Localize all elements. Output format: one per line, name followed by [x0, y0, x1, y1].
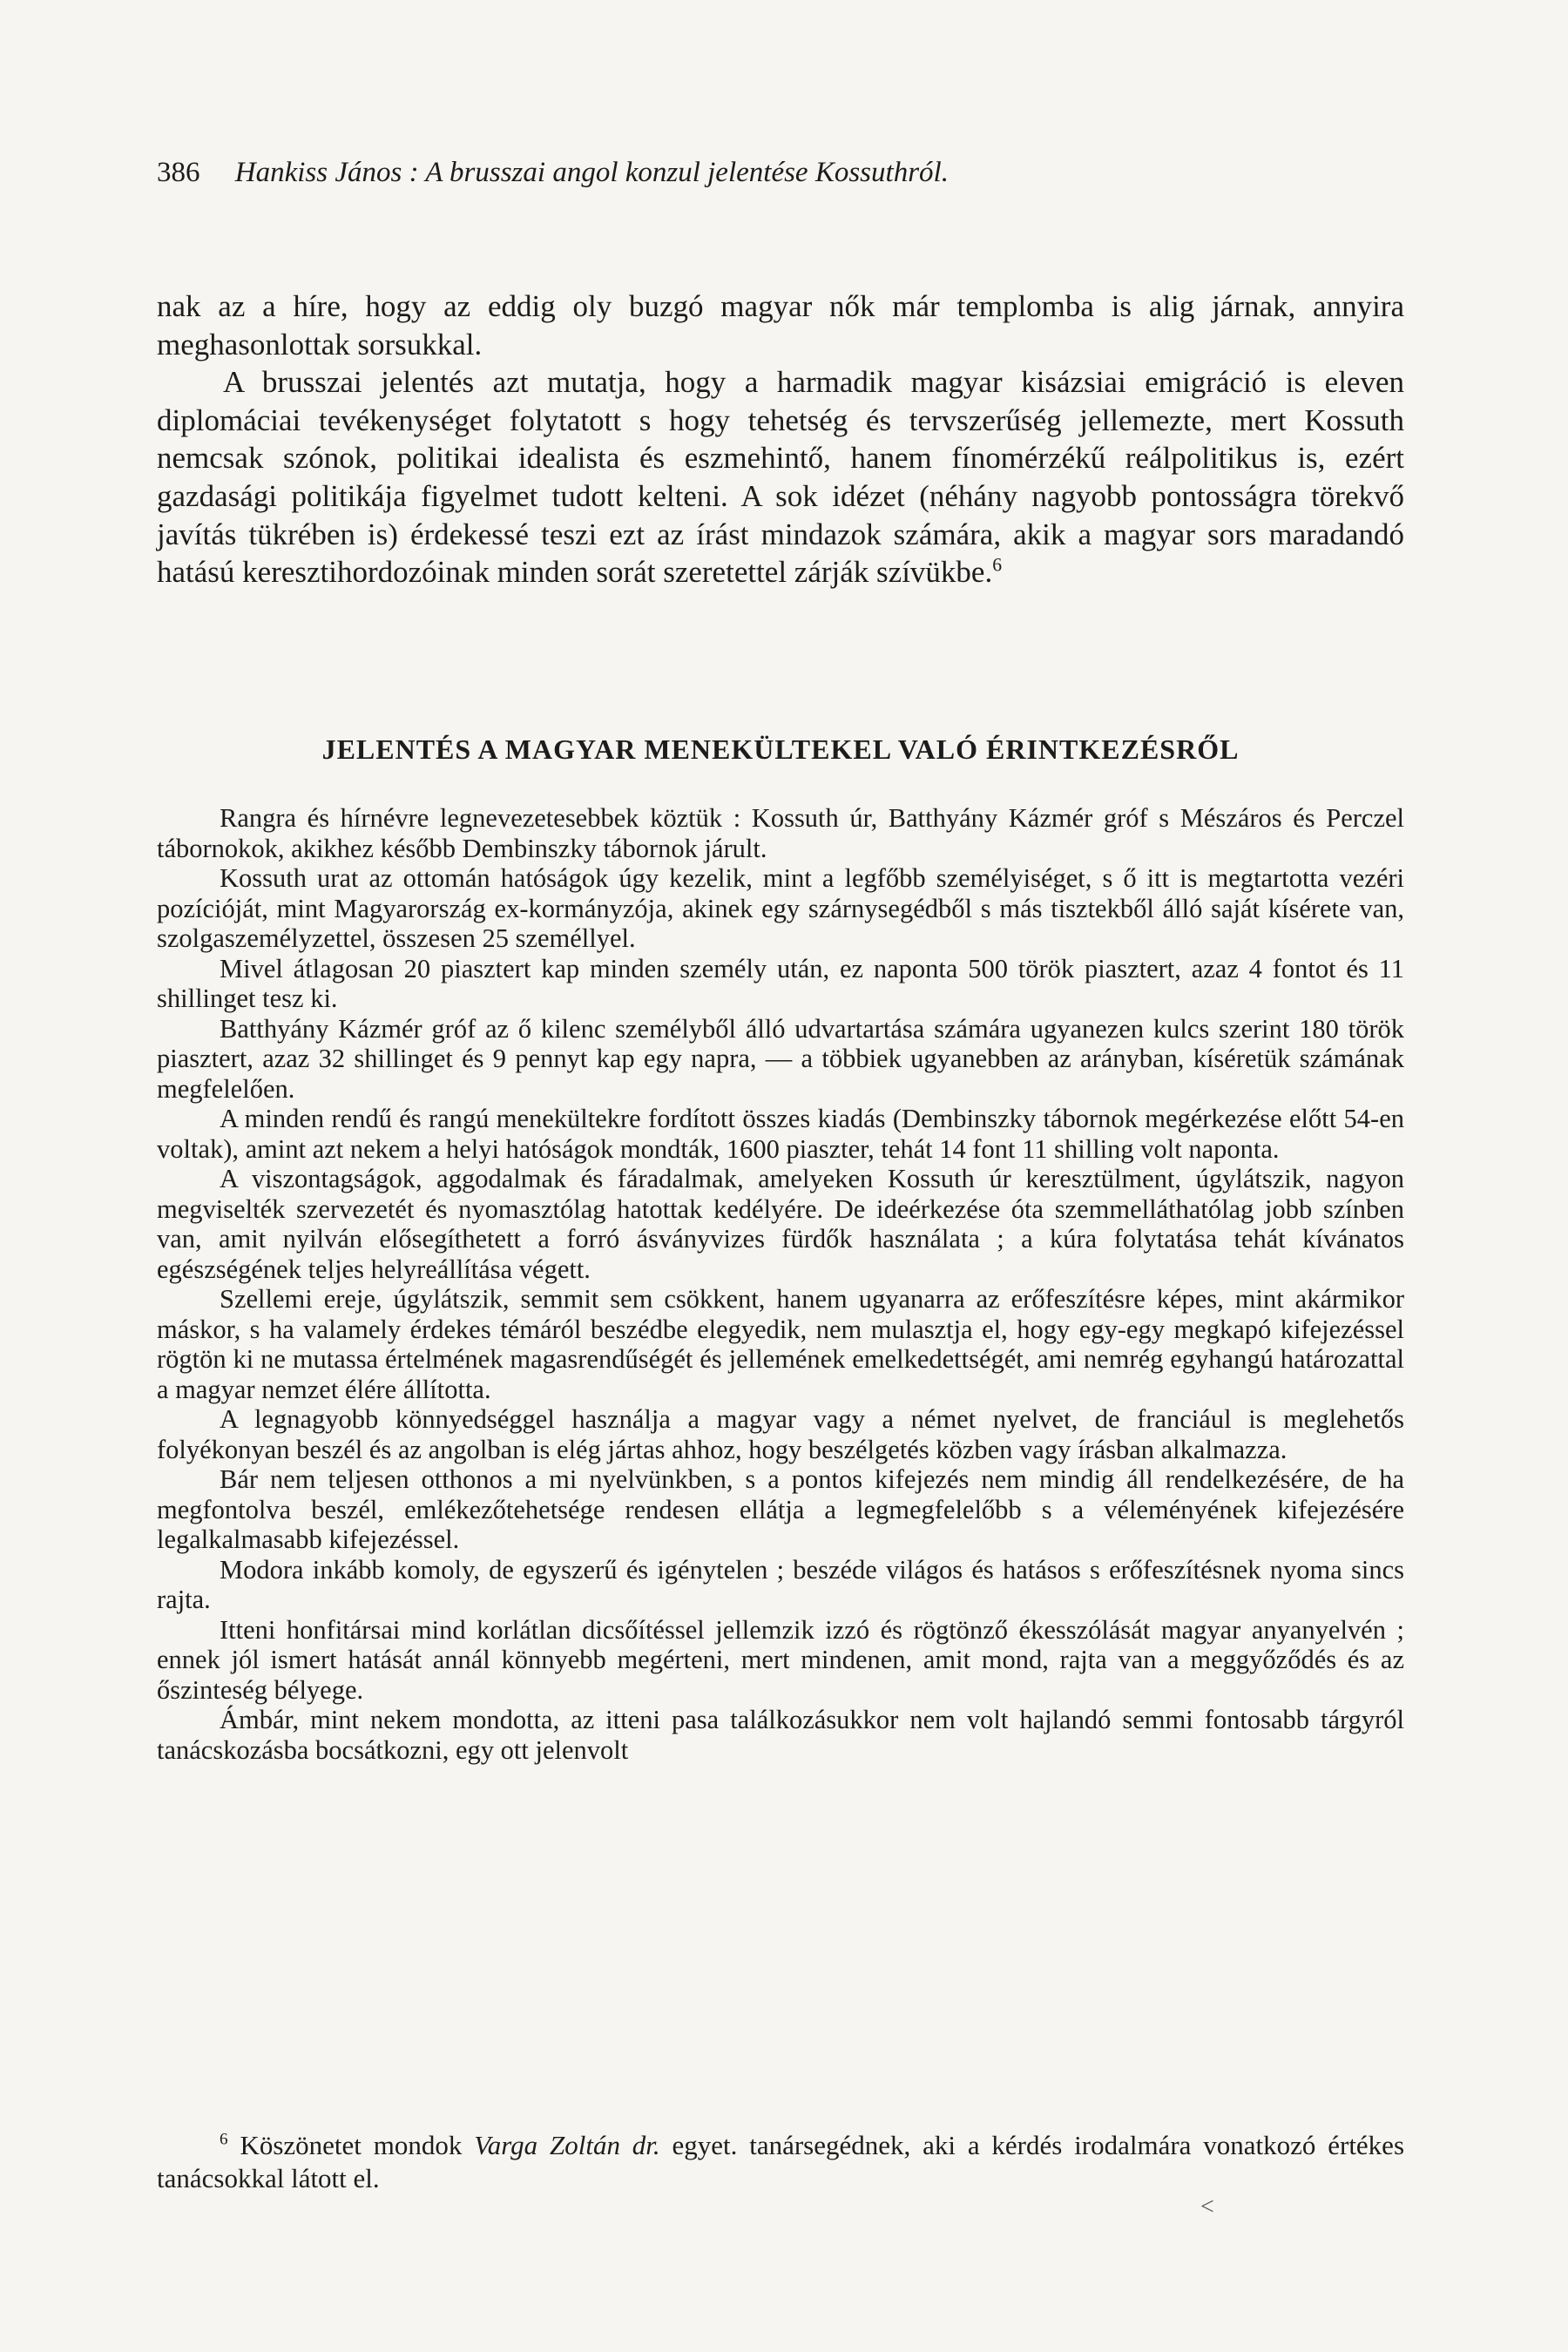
page-mark: <	[1200, 2193, 1214, 2220]
report-paragraph-2: Kossuth urat az ottomán hatóságok úgy kezelik, mint a legfőbb személyiséget, s ő itt is megtartotta vezéri pozícióját, mint Magyarország ex-kormányzója, akinek egy szárnysegédből s más tisztekből álló saját kísérete van, szolgaszemélyzettel, összesen 25 személlyel.	[157, 863, 1404, 953]
report-paragraph-12: Ámbár, mint nekem mondotta, az itteni pasa találkozásukkor nem volt hajlandó semmi fontosabb tárgyról tanácskozásba bocsátkozni, egy ott jelenvolt	[157, 1705, 1404, 1765]
page-number: 386	[157, 157, 200, 188]
report-paragraph-4: Batthyány Kázmér gróf az ő kilenc személyből álló udvartartása számára ugyanezen kulcs szerint 180 török piasztert, azaz 32 shillinget és 9 pennyt kap egy napra, — a többiek ugyanebben az arányban, kíséretük számának megfelelően.	[157, 1013, 1404, 1104]
footnote	[157, 2129, 1404, 2195]
footnote-text-after: egyet. tanársegédnek, aki a kérdés irodalmára vonatkozó értékes tanácsokkal látott el.	[157, 2130, 1405, 2193]
footnote-paragraph	[157, 2129, 1404, 2195]
intro-paragraph-2	[157, 363, 1404, 591]
footnote-name: Varga Zoltán dr.	[474, 2130, 660, 2160]
running-head	[157, 155, 1411, 190]
report-paragraph-5: A minden rendű és rangú menekültekre fordított összes kiadás (Dembinszky tábornok megérkezése előtt 54-en voltak), amint azt nekem a helyi hatóságok mondták, 1600 piaszter, tehát 14 font 11 shilling volt naponta.	[157, 1104, 1404, 1164]
report-paragraph-8: A legnagyobb könnyedséggel használja a magyar vagy a német nyelvet, de franciául is meglehetős folyékonyan beszél és az angolban is elég jártas ahhoz, hogy beszélgetés közben vagy írásban alkalmazza.	[157, 1404, 1404, 1464]
intro-text	[157, 287, 1404, 591]
footnote-reference: 6	[992, 554, 1003, 576]
report-paragraph-6: A viszontagságok, aggodalmak és fáradalmak, amelyeken Kossuth úr keresztülment, úgylátszik, nagyon megviselték szervezetét és nyomasztólag hatottak kedélyére. De ideérkezése óta szemmelláthatólag jobb színben van, amit nyilván elősegíthetett a forró ásványvizes fürdők használata ; a kúra folytatása tehát kívánatos egészségének teljes helyreállítása végett.	[157, 1164, 1404, 1284]
intro-paragraph-2-text: A brusszai jelentés azt mutatja, hogy a harmadik magyar kisázsiai emigráció is eleven diplomáciai tevékenységet folytatott s hogy tehetség és tervszerűség jellemezte, mert Kossuth nemcsak szónok, politikai idealista és eszmehintő, hanem fínomérzékű reálpolitikus is, ezért gazdasági politikája figyelmet tudott kelteni. A sok idézet (néhány nagyobb pontosságra törekvő javítás tükrében is) érdekessé teszi ezt az írást mindazok számára, akik a magyar sors maradandó hatású keresztihordozóinak minden sorát szeretettel zárják szívükbe.	[157, 365, 1404, 590]
footnote-mark: 6	[220, 2130, 228, 2149]
footnote-text-before: Köszönetet mondok	[240, 2130, 463, 2160]
report-paragraph-7: Szellemi ereje, úgylátszik, semmit sem csökkent, hanem ugyanarra az erőfeszítésre képes, mint akármikor máskor, s ha valamely érdekes témáról beszédbe elegyedik, nem mulasztja el, hogy egy-egy megkapó kifejezéssel rögtön ki ne mutassa értelmének magasrendűségét és jellemének emelkedettségét, ami nemrég egyhangú határozattal a magyar nemzet élére állította.	[157, 1284, 1404, 1404]
section-heading: JELENTÉS A MAGYAR MENEKÜLTEKEL VALÓ ÉRINTKEZÉSRŐL	[321, 733, 1240, 765]
report-paragraph-3: Mivel átlagosan 20 piasztert kap minden személy után, ez naponta 500 török piasztert, azaz 4 fontot és 11 shillinget tesz ki.	[157, 953, 1404, 1013]
report-paragraph-11: Itteni honfitársai mind korlátlan dicsőítéssel jellemzik izzó és rögtönző ékesszólását magyar anyanyelvén ; ennek jól ismert hatását annál könnyebb megérteni, mert mindenen, amit mond, rajta van a meggyőződés és az őszinteség bélyege.	[157, 1614, 1404, 1705]
running-title: Hankiss János : A brusszai angol konzul jelentése Kossuthról.	[234, 157, 949, 188]
report-paragraph-10: Modora inkább komoly, de egyszerű és igénytelen ; beszéde világos és hatásos s erőfeszítésnek nyoma sincs rajta.	[157, 1554, 1404, 1614]
report-paragraph-9: Bár nem teljesen otthonos a mi nyelvünkben, s a pontos kifejezés nem mindig áll rendelkezésére, de ha megfontolva beszél, emlékezőtehetsége rendesen ellátja a legmegfelelőbb s a véleményének kifejezésére legalkalmasabb kifejezéssel.	[157, 1464, 1404, 1554]
report-paragraph-1: Rangra és hírnévre legnevezetesebbek köztük : Kossuth úr, Batthyány Kázmér gróf s Mészáros és Perczel tábornokok, akikhez később Dembinszky tábornok járult.	[157, 803, 1404, 863]
intro-paragraph-1: nak az a híre, hogy az eddig oly buzgó magyar nők már templomba is alig járnak, annyira meghasonlottak sorsukkal.	[157, 289, 1404, 362]
report-text	[157, 803, 1404, 1765]
